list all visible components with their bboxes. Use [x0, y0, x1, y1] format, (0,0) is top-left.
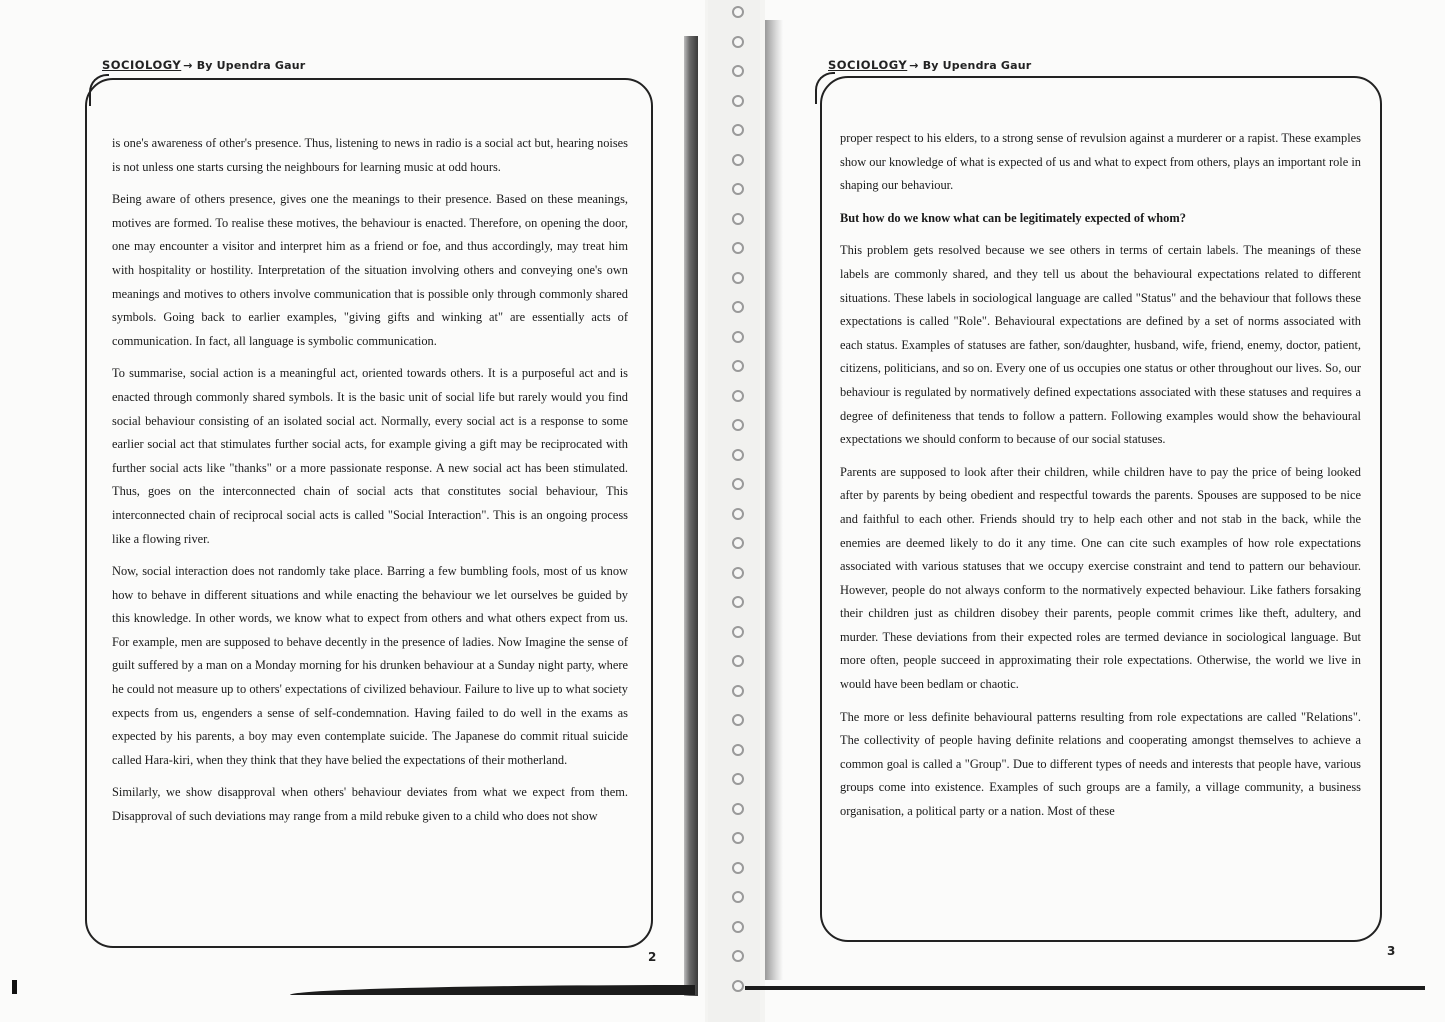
binding-ring — [732, 65, 744, 77]
right-page-header — [828, 58, 1031, 72]
binding-ring — [732, 6, 744, 18]
binding-ring — [732, 714, 744, 726]
spiral-binding — [708, 0, 760, 1022]
binding-ring — [732, 891, 744, 903]
binding-ring — [732, 537, 744, 549]
binding-ring — [732, 685, 744, 697]
right-page — [765, 0, 1445, 1022]
binding-ring — [732, 360, 744, 372]
paragraph: To summarise, social action is a meaningful act, oriented towards others. It is a purposeful act and is enacted through commonly shared symbols. It is the basic unit of social life but rarely would you find social behaviour consisting of an isolated social act. Normally, every social act is a response to some earlier social act that stimulates further social acts, for example giving a gift may be reciprocated with further social acts like "thanks" or a more passionate response. A new social act has been stimulated. Thus, goes on the interconnected chain of social acts that constitutes social behaviour, This interconnected chain of reciprocal social acts is called "Social Interaction". This is an ongoing process like a flowing river. — [112, 366, 628, 546]
paragraph: is one's awareness of other's presence. Thus, listening to news in radio is a social act but, hearing noises is not unless one starts cursing the neighbours for learning music at odd hours. — [112, 136, 628, 174]
page-number: 3 — [1387, 944, 1396, 958]
left-page-header — [102, 58, 305, 72]
binding-ring — [732, 980, 744, 992]
binding-ring — [732, 744, 744, 756]
binding-ring — [732, 272, 744, 284]
binding-ring — [732, 862, 744, 874]
binding-ring — [732, 508, 744, 520]
spine-shadow — [765, 20, 783, 980]
paragraph: The more or less definite behavioural patterns resulting from role expectations are called "Relations". The collectivity of people having definite relations and cooperating amongst themselves to achieve a common goal is called a "Group". Due to different types of needs and interests that people have, various groups come into existence. Examples of such groups are a family, a village community, a business organisation, a political party or a nation. Most of these — [840, 709, 1361, 819]
binding-ring — [732, 390, 744, 402]
binding-ring — [732, 36, 744, 48]
binding-ring — [732, 478, 744, 490]
binding-ring — [732, 773, 744, 785]
binding-ring — [732, 242, 744, 254]
paragraph: Now, social interaction does not randomly take place. Barring a few bumbling fools, most of us know how to behave in different situations and while enacting the behaviour we let ourselves be guided by this knowledge. In other words, we know what to expect from others and what others expect from us. For example, men are supposed to behave decently in the presence of ladies. Now Imagine the sense of guilt suffered by a man on a Monday morning for his drunken behaviour at a Sunday night party, where he could not measure up to others' expectations of civilized behaviour. Failure to live up to what society expects from us, engenders a sense of self-condemnation. Having failed to do well in the exams as expected by his parents, a boy may even contemplate suicide. The Japanese do commit ritual suicide called Hara-kiri, when they think that they have belied the expectations of their motherland. — [112, 564, 628, 767]
header-author: By Upendra Gaur — [922, 59, 1032, 72]
binding-ring — [732, 596, 744, 608]
header-arrow-icon: → — [183, 59, 193, 72]
paragraph: Similarly, we show disapproval when others' behaviour deviates from what we expect from them. Disapproval of such deviations may range from a mild rebuke given to a child who does not show — [112, 785, 628, 824]
bottom-swoosh — [290, 985, 695, 995]
binding-ring — [732, 832, 744, 844]
scan-edge-mark — [12, 980, 17, 994]
header-author: By Upendra Gaur — [196, 59, 306, 72]
right-page-body — [840, 127, 1361, 833]
header-subject: SOCIOLOGY — [828, 58, 908, 72]
paragraph: Being aware of others presence, gives one the meanings to their presence. Based on these meanings, motives are formed. To realise these motives, the behaviour is enacted. Therefore, on opening the door, one may encounter a visitor and interpret him as a friend or foe, and thus accordingly, may treat him with hospitality or hostility. Interpretation of the situation involving others and conveying one's own meanings and motives to others involve communication that is possible only through commonly shared symbols. Going back to earlier examples, "giving gifts and winking at" are essentially acts of communication. In fact, all language is symbolic communication. — [112, 192, 628, 348]
left-page-body — [112, 132, 628, 838]
binding-ring — [732, 567, 744, 579]
bottom-line — [745, 986, 1425, 990]
binding-ring — [732, 419, 744, 431]
paragraph: This problem gets resolved because we see others in terms of certain labels. The meanings of these labels are commonly shared, and they tell us about the behavioural expectations related to different situations. These labels in sociological language are called "Status" and the behaviour that follows these expectations is called "Role". Behavioural expectations are defined by a set of norms associated with each status. Examples of statuses are father, son/daughter, husband, wife, friend, enemy, doctor, patient, citizens, politicians, and so on. Every one of us occupies one status or other throughout our lives. So, our behaviour is regulated by normatively defined expectations associated with these statuses and requires a degree of definiteness that tends to follow a pattern. Following examples would show the behavioural expectations we should conform to because of our social statuses. — [840, 243, 1361, 447]
spine-shadow — [684, 36, 698, 996]
binding-ring — [732, 213, 744, 225]
paragraph: proper respect to his elders, to a strong sense of revulsion against a murderer or a rapist. These examples show our knowledge of what is expected of us and what to expect from others, plays an important role in shaping our behaviour. — [840, 131, 1361, 193]
binding-ring — [732, 950, 744, 962]
binding-ring — [732, 154, 744, 166]
header-subject: SOCIOLOGY — [102, 58, 182, 72]
binding-ring — [732, 803, 744, 815]
header-arrow-icon: → — [909, 59, 919, 72]
binding-ring — [732, 301, 744, 313]
left-page — [0, 0, 705, 1022]
binding-ring — [732, 183, 744, 195]
binding-ring — [732, 95, 744, 107]
section-question: But how do we know what can be legitimately expected of whom? — [840, 210, 1186, 225]
binding-ring — [732, 331, 744, 343]
paragraph: Parents are supposed to look after their children, while children have to pay the price of being looked after by parents by being obedient and respectful towards the parents. Spouses are supposed to be nice and faithful to each other. Friends should try to help each other and not stab in the back, while the enemies are deemed likely to do it any time. One can cite such examples of how role expectations associated with various statuses that we occupy exercise constraint and tend to pattern our behaviour. However, people do not always conform to the normatively expected behaviour. Like fathers forsaking their children just as children disobey their parents, people commit crimes like theft, adultery, and murder. These deviations from their expected roles are termed deviance in sociological language. But more often, people succeed in approximating their role expectations. Otherwise, the world we live in would have been bedlam or chaotic. — [840, 464, 1361, 692]
binding-ring — [732, 921, 744, 933]
binding-ring — [732, 626, 744, 638]
binding-ring — [732, 449, 744, 461]
binding-ring — [732, 655, 744, 667]
page-number: 2 — [648, 950, 657, 964]
binding-ring — [732, 124, 744, 136]
